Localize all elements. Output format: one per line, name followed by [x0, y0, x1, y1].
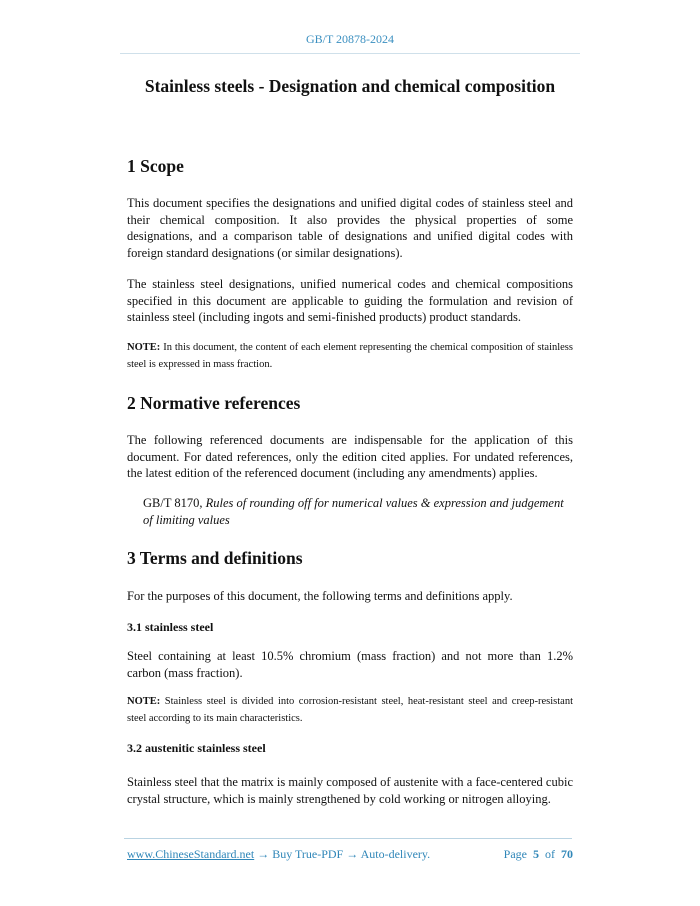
section-heading-normative: 2 Normative references — [127, 393, 301, 413]
document-title: Stainless steels - Designation and chemical composition — [144, 76, 556, 96]
note-text: Stainless steel is divided into corrosion-resistant steel, heat-resistant steel and creep-resistant steel according to its main characteristics. — [127, 696, 573, 724]
scope-paragraph-1: This document specifies the designations and unified digital codes of stainless steel and their chemical composition. It also provides the physical properties of some designations, and a comparison table of designations and unified digital codes with foreign standard designations (or similar designations). — [127, 196, 573, 260]
reference-code: GB/T 8170, — [143, 496, 203, 510]
term-definition-stainless-steel: Steel containing at least 10.5% chromium (mass fraction) and not more than 1.2% carbon (mass fraction). — [127, 649, 573, 680]
scope-note — [127, 339, 573, 373]
footer-divider — [124, 838, 572, 839]
arrow-icon: → — [346, 847, 359, 861]
website-link[interactable]: www.ChineseStandard.net — [127, 847, 255, 861]
note-label: NOTE: — [127, 342, 161, 353]
arrow-icon: → — [257, 847, 270, 861]
header-divider — [120, 53, 580, 54]
reference-title: Rules of rounding off for numerical values & expression and judgement of limiting values — [143, 496, 564, 527]
normative-paragraph: The following referenced documents are indispensable for the application of this document. For dated references, only the edition cited applies. For undated references, the latest edition of the referenced document (including any amendments) applies. — [127, 433, 573, 480]
term-title-austenitic: 3.2 austenitic stainless steel — [127, 741, 266, 755]
section-heading-scope: 1 Scope — [127, 156, 184, 176]
term-definition-austenitic: Stainless steel that the matrix is mainly composed of austenite with a face-centered cubic crystal structure, which is mainly strengthened by cold working or nitrogen alloying. — [127, 775, 573, 806]
page-label: Page — [503, 847, 527, 861]
terms-intro: For the purposes of this document, the following terms and definitions apply. — [127, 589, 513, 603]
buy-text: Buy True-PDF — [272, 847, 344, 861]
scope-paragraph-2: The stainless steel designations, unified numerical codes and chemical compositions specified in this document are applicable to guiding the formulation and revision of stainless steel (including ingots and semi-finished products) product standards. — [127, 277, 573, 324]
term-title-stainless-steel: 3.1 stainless steel — [127, 620, 214, 634]
page-number: 5 — [533, 847, 539, 861]
footer — [127, 847, 573, 862]
of-label: of — [545, 847, 555, 861]
section-heading-terms: 3 Terms and definitions — [127, 548, 303, 568]
term-note-stainless-steel — [127, 693, 573, 727]
delivery-text: Auto-delivery. — [360, 847, 431, 861]
normative-reference-item — [143, 495, 573, 528]
note-text: In this document, the content of each element representing the chemical composition of stainless steel is expressed in mass fraction. — [127, 342, 573, 370]
page-indicator — [504, 847, 573, 862]
note-label: NOTE: — [127, 696, 161, 707]
document-code-header: GB/T 20878-2024 — [305, 32, 395, 46]
total-pages: 70 — [561, 847, 573, 861]
